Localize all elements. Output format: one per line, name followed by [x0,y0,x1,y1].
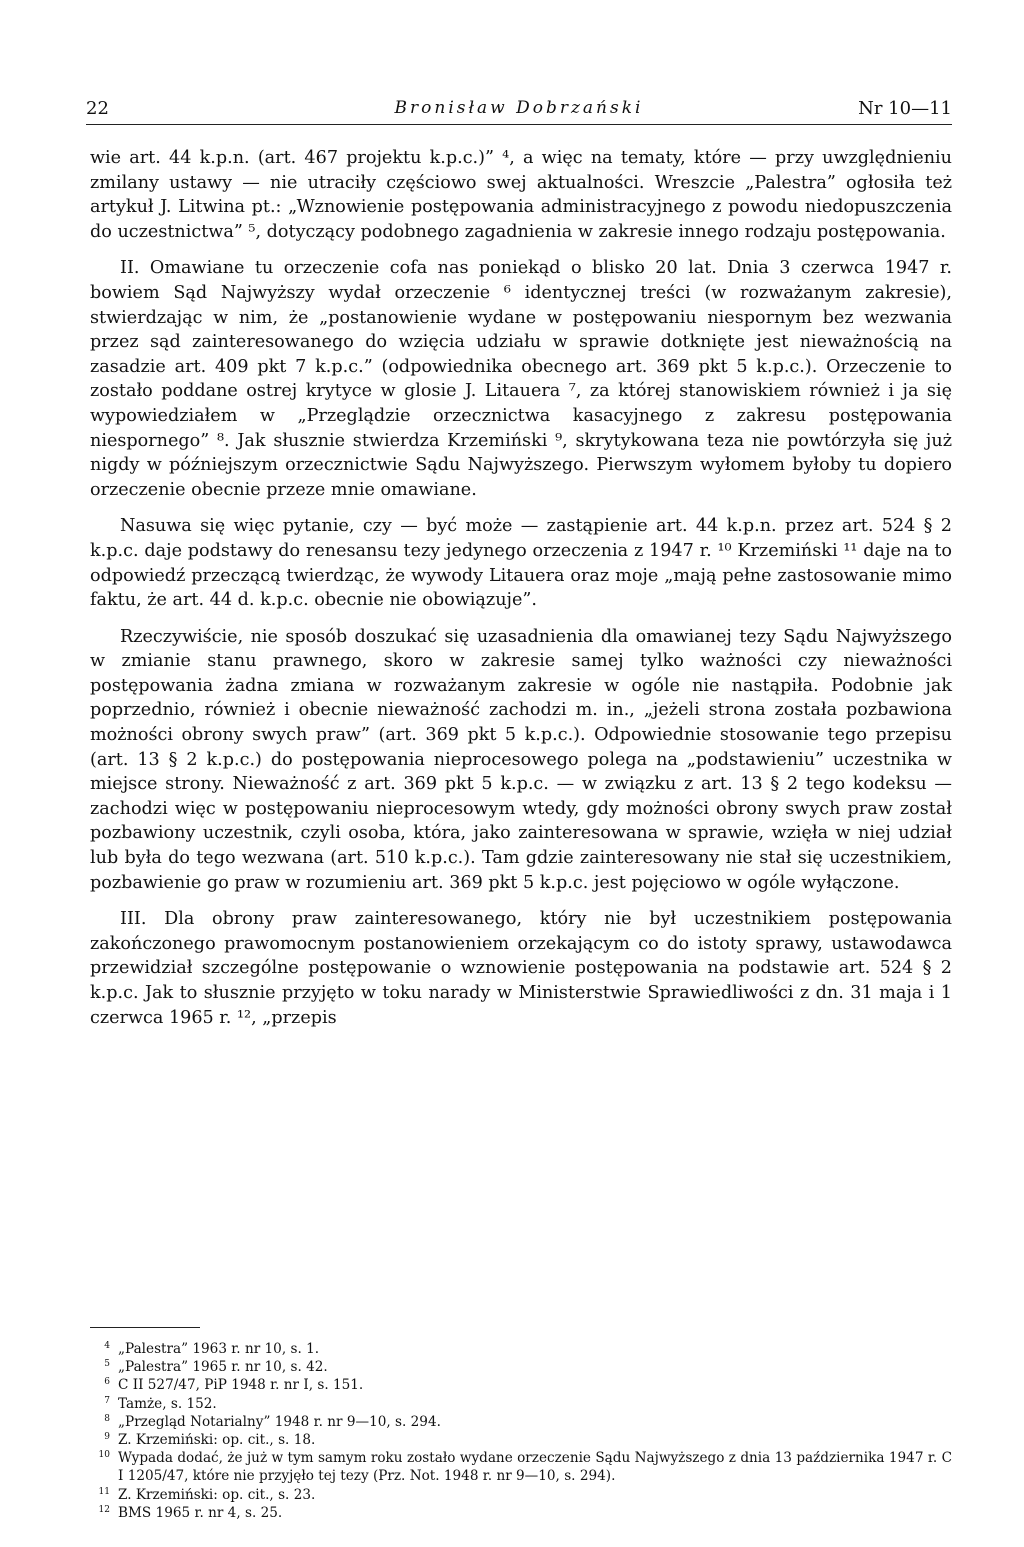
footnote-number: 6 [104,1377,110,1388]
footnote [80,1395,952,1413]
footnote-number: 11 [98,1486,110,1497]
paragraph-3: Nasuwa się więc pytanie, czy — być może — zastąpienie art. 44 k.p.n. przez art. 524 § 2 k.p.c. daje podstawy do renesansu tezy jedynego orzeczenia z 1947 r. ¹⁰ Krzemiński ¹¹ daje na to odpowiedź przeczącą twierdząc, że wywody Litauera oraz moje „mają pełne zastosowanie mimo faktu, że art. 44 d. k.p.c. obecnie nie obowiązuje”. [90,516,952,611]
footnote-text: „Przegląd Notarialny” 1948 r. nr 9—10, s. 294. [118,1413,441,1430]
page-number: 22 [86,98,109,119]
paragraph-4: Rzeczywiście, nie sposób doszukać się uzasadnienia dla omawianej tezy Sądu Najwyższego w zmianie stanu prawnego, skoro w zakresie samej tylko ważności czy nieważności postępowania żadna zmiana w rozważanym zakresie w ogóle nie nastąpiła. Podobnie jak poprzednio, również i obecnie nieważność zachodzi m. in., „jeżeli strona została pozbawiona możności obrony swych praw” (art. 369 pkt 5 k.p.c.). Odpowiednie stosowanie tego przepisu (art. 13 § 2 k.p.c.) do postępowania nieprocesowego polega na „podstawieniu” uczestnika w miejsce strony. Nieważność z art. 369 pkt 5 k.p.c. — w związku z art. 13 § 2 tego kodeksu — zachodzi więc w postępowaniu nieprocesowym wtedy, gdy możności obrony swych praw został pozbawiony uczestnik, czyli osoba, która, jako zainteresowana w sprawie, wzięła w niej udział lub była do tego wezwana (art. 510 k.p.c.). Tam gdzie zainteresowany nie stał się uczestnikiem, pozbawienie go praw w rozumieniu art. 369 pkt 5 k.p.c. jest pojęciowo w ogóle wyłączone. [90,626,952,893]
running-author: Bronisław Dobrzański [394,98,644,118]
footnote [80,1413,952,1431]
footnote-text: Z. Krzemiński: op. cit., s. 23. [118,1486,316,1503]
footnote [80,1449,952,1485]
footnote-text: Tamże, s. 152. [118,1395,217,1412]
paragraph-1: wie art. 44 k.p.n. (art. 467 projektu k.p.c.)” ⁴, a więc na tematy, które — przy uwzględnieniu zmilany ustawy — nie utraciły częściowo swej aktualności. Wreszcie „Palestra” ogłosiła też artykuł J. Litwina pt.: „Wznowienie postępowania administracyjnego z powodu niedopuszczenia do uczestnictwa” ⁵, dotyczący podobnego zagadnienia w zakresie innego rodzaju postępowania. [90,148,952,242]
footnote [80,1358,952,1376]
article-body [90,146,952,1042]
footnote-number: 7 [104,1395,110,1406]
footnote-number: 9 [104,1432,110,1443]
issue-number: Nr 10—11 [858,98,952,119]
footnote-number: 8 [104,1413,110,1424]
footnote-text: C II 527/47, PiP 1948 r. nr I, s. 151. [118,1377,364,1394]
footnote-text: „Palestra” 1963 r. nr 10, s. 1. [118,1341,320,1357]
footnote-number: 5 [104,1359,110,1370]
footnote [80,1340,952,1358]
footnote-text: „Palestra” 1965 r. nr 10, s. 42. [118,1359,328,1376]
footnotes [80,1340,952,1522]
footnote-number: 4 [104,1341,110,1351]
footnote-text: BMS 1965 r. nr 4, s. 25. [118,1504,283,1521]
footnote [80,1486,952,1504]
paragraph-5: III. Dla obrony praw zainteresowanego, który nie był uczestnikiem postępowania zakończonego prawomocnym postanowieniem orzekającym co do istoty sprawy, ustawodawca przewidział szczególne postępowanie o wznowienie postępowania na podstawie art. 524 § 2 k.p.c. Jak to słusznie przyjęto w toku narady w Ministerstwie Sprawiedliwości z dn. 31 maja i 1 czerwca 1965 r. ¹², „przepis [90,909,952,1028]
footnote [80,1504,952,1522]
footnote [80,1431,952,1449]
running-header [86,92,952,125]
footnote-text: Z. Krzemiński: op. cit., s. 18. [118,1432,316,1449]
footnote [80,1376,952,1394]
footnote-text: Wypada dodać, że już w tym samym roku zostało wydane orzeczenie Sądu Najwyższego z dnia 13 października 1947 r. C I 1205/47, które nie przyjęło tej tezy (Prz. Not. 1948 r. nr 9—10, s. 294). [118,1450,952,1485]
footnote-number: 10 [98,1450,110,1461]
paragraph-2: II. Omawiane tu orzeczenie cofa nas poniekąd o blisko 20 lat. Dnia 3 czerwca 1947 r. bowiem Sąd Najwyższy wydał orzeczenie ⁶ identycznej treści (w rozważanym zakresie), stwierdzając w nim, że „postanowienie wydane w postępowaniu niespornym bez wezwania przez sąd zainteresowanego do wzięcia udziału w sprawie dotknięte jest nieważnością na zasadzie art. 409 pkt 7 k.p.c.” (odpowiednika obecnego art. 369 pkt 5 k.p.c.). Orzeczenie to zostało poddane ostrej krytyce w glosie J. Litauera ⁷, za której stanowiskiem również i ja się wypowiedziałem w „Przeglądzie orzecznictwa kasacyjnego z zakresu postępowania niespornego” ⁸. Jak słusznie stwierdza Krzemiński ⁹, skrytykowana teza nie powtórzyła się już nigdy w późniejszym orzecznictwie Sądu Najwyższego. Pierwszym wyłomem byłoby tu dopiero orzeczenie obecnie przeze mnie omawiane. [90,258,952,500]
footnote-separator [90,1327,200,1328]
footnote-number: 12 [98,1504,110,1515]
